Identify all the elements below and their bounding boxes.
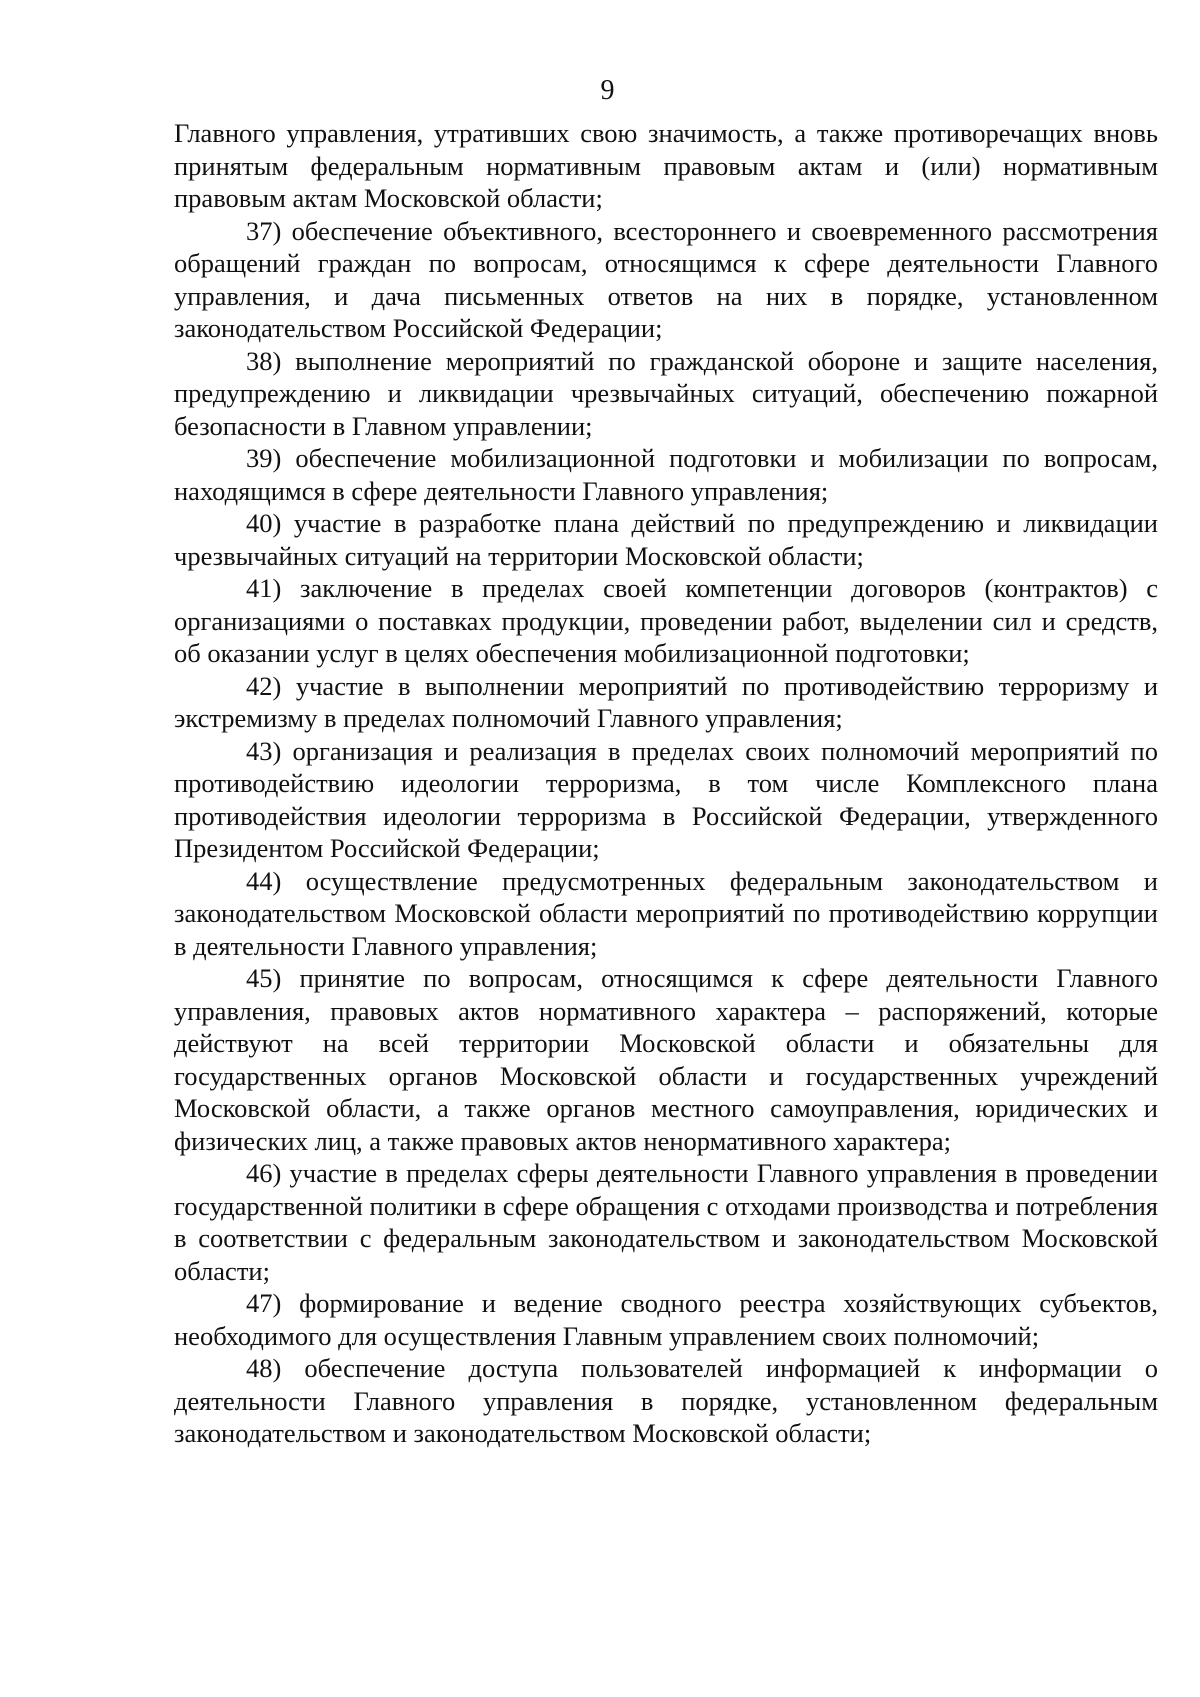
paragraph-item-44: 44) осуществление предусмотренных федеральным законодательством и законодательством Московской области мероприятий по противодействию коррупции в деятельности Главного управления;: [174, 865, 1158, 961]
paragraph-item-37: 37) обеспечение объективного, всестороннего и своевременного рассмотрения обращений граждан по вопросам, относящимся к сфере деятельности Главного управления, и дача письменных ответов на них в порядке, установленном законодательством Российской Федерации;: [174, 215, 1158, 343]
paragraph-item-41: 41) заключение в пределах своей компетенции договоров (контрактов) с организациями о поставках продукции, проведении работ, выделении сил и средств, об оказании услуг в целях обеспечения мобилизационной подготовки;: [174, 573, 1158, 668]
paragraph-item-38: 38) выполнение мероприятий по гражданской обороне и защите населения, предупреждению и ликвидации чрезвычайных ситуаций, обеспечению пожарной безопасности в Главном управлении;: [174, 345, 1158, 441]
paragraph-item-46: 46) участие в пределах сферы деятельности Главного управления в проведении государственной политики в сфере обращения с отходами производства и потребления в соответствии с федеральным законодательством и законодательством Московской области;: [174, 1158, 1158, 1286]
paragraph-item-47: 47) формирование и ведение сводного реестра хозяйствующих субъектов, необходимого для осуществления Главным управлением своих полномочий;: [174, 1288, 1158, 1351]
page-number: 9: [600, 75, 615, 106]
paragraph-item-43: 43) организация и реализация в пределах своих полномочий мероприятий по противодействию идеологии терроризма, в том числе Комплексного плана противодействия идеологии терроризма в Российской Федерации, утвержденного Президентом Российской Федерации;: [174, 735, 1158, 863]
paragraph-item-40: 40) участие в разработке плана действий по предупреждению и ликвидации чрезвычайных ситуаций на территории Московской области;: [174, 508, 1158, 571]
document-body: [174, 117, 1158, 1450]
paragraph-continuation: Главного управления, утративших свою значимость, а также противоречащих вновь принятым федеральным нормативным правовым актам и (или) нормативным правовым актам Московской области;: [174, 118, 1158, 213]
paragraph-item-42: 42) участие в выполнении мероприятий по противодействию терроризму и экстремизму в пределах полномочий Главного управления;: [174, 670, 1158, 733]
paragraph-item-39: 39) обеспечение мобилизационной подготовки и мобилизации по вопросам, находящимся в сфере деятельности Главного управления;: [174, 443, 1158, 506]
paragraph-item-45: 45) принятие по вопросам, относящимся к сфере деятельности Главного управления, правовых актов нормативного характера – распоряжений, которые действуют на всей территории Московской области и обязательны для государственных органов Московской области и государственных учреждений Московской области, а также органов местного самоуправления, юридических и физических лиц, а также правовых актов ненормативного характера;: [174, 963, 1158, 1156]
paragraph-item-48: 48) обеспечение доступа пользователей информацией к информации о деятельности Главного управления в порядке, установленном федеральным законодательством и законодательством Московской области;: [174, 1353, 1158, 1448]
